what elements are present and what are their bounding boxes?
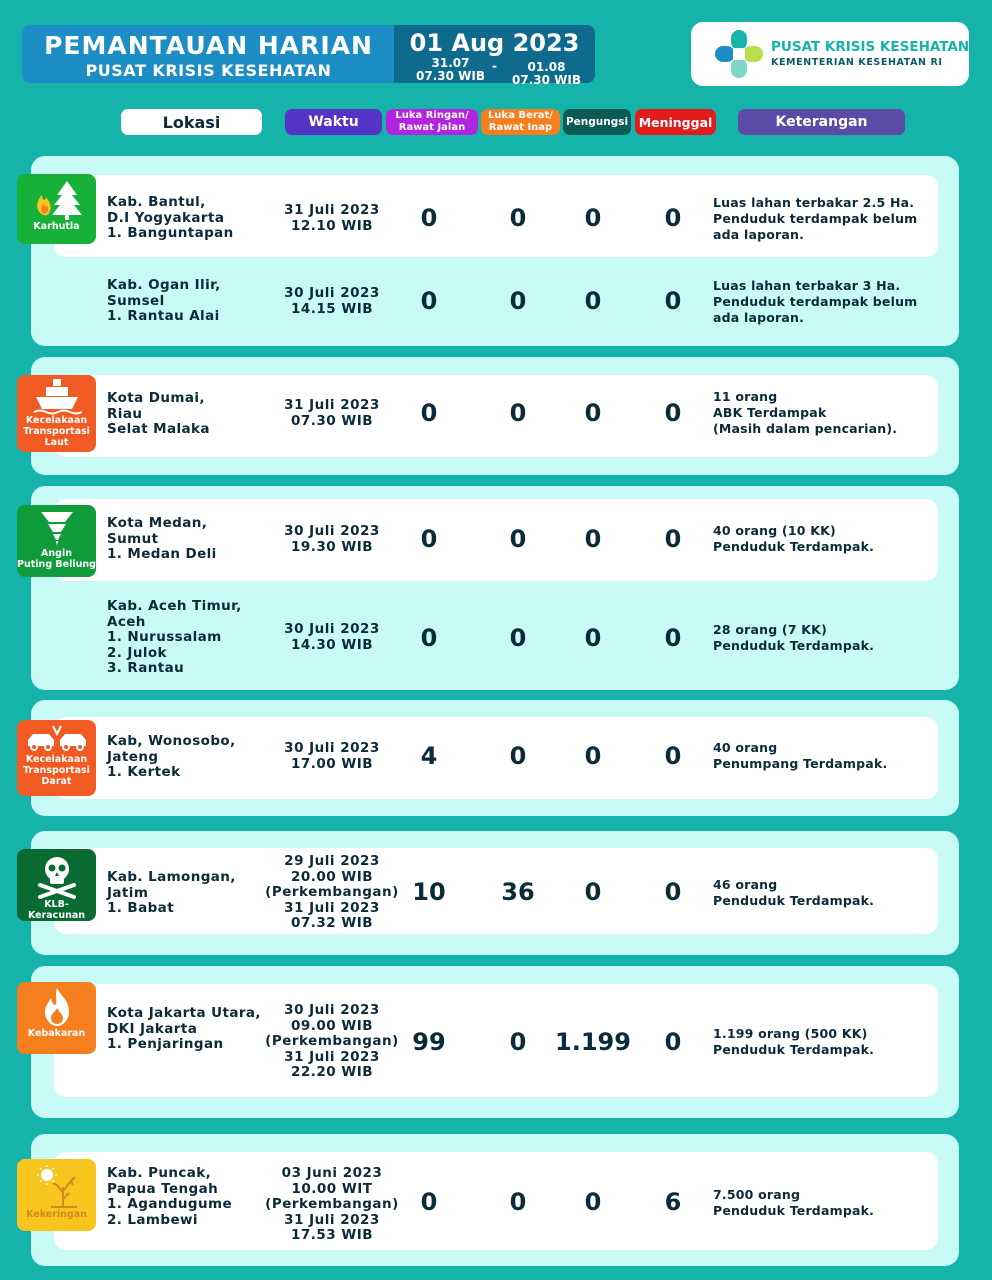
row-2-1-pengungsi: 0 [584,624,602,652]
row-2-0-lokasi: Kota Medan, Sumut 1. Medan Deli [107,515,217,562]
column-header-waktu: Waktu [285,109,382,135]
row-1-0-lokasi: Kota Dumai, Riau Selat Malaka [107,390,210,437]
row-4-0-keterangan: 46 orang Penduduk Terdampak. [713,877,875,908]
row-6-0-waktu: 03 Juni 2023 10.00 WIT (Perkembangan) 31 Juli 2023 17.53 WIB [265,1165,399,1243]
row-5-0-meninggal: 0 [664,1028,682,1056]
badge-keracunan: KLB-Keracunan [17,849,96,921]
row-2-0-luka-ringan: 0 [420,525,438,553]
row-0-1-luka-ringan: 0 [420,287,438,315]
row-0-1-lokasi: Kab. Ogan Ilir, Sumsel 1. Rantau Alai [107,277,221,324]
row-6-0-lokasi: Kab. Puncak, Papua Tengah 1. Agandugume 2. Lambewi [107,1165,233,1228]
badge-puting-beliung: Angin Puting Beliung [17,505,96,577]
drought-icon [33,1163,81,1209]
range-separator: - [492,59,497,73]
row-5-0-lokasi: Kota Jakarta Utara, DKI Jakarta 1. Penjaringan [107,1005,261,1052]
row-2-0-meninggal: 0 [664,525,682,553]
row-3-0-waktu: 30 Juli 2023 17.00 WIB [284,740,380,772]
flame-icon [39,986,75,1028]
row-2-0-luka-berat: 0 [509,525,527,553]
row-5-0-waktu: 30 Juli 2023 09.00 WIB (Perkembangan) 31 Juli 2023 22.20 WIB [265,1002,399,1080]
row-1-0-luka-ringan: 0 [420,399,438,427]
ship-icon [32,377,82,415]
column-header-meninggal: Meninggal [635,109,716,135]
row-3-0-pengungsi: 0 [584,742,602,770]
row-6-0-meninggal: 6 [664,1188,682,1216]
column-header-luka-berat: Luka Berat/ Rawat Inap [481,109,560,135]
row-3-0-meninggal: 0 [664,742,682,770]
row-4-0-lokasi: Kab. Lamongan, Jatim 1. Babat [107,869,236,916]
row-1-0-pengungsi: 0 [584,399,602,427]
row-0-0-meninggal: 0 [664,204,682,232]
row-3-0-luka-berat: 0 [509,742,527,770]
health-cross-logo-icon [713,28,765,80]
page-title: PEMANTAUAN HARIAN [44,31,373,60]
report-range [394,56,595,87]
row-0-0-luka-berat: 0 [509,204,527,232]
row-0-0-keterangan: Luas lahan terbakar 2.5 Ha. Penduduk terdampak belum ada laporan. [713,195,918,242]
column-header-keterangan: Keterangan [738,109,905,135]
car-crash-icon [25,722,89,754]
row-3-0-lokasi: Kab, Wonosobo, Jateng 1. Kertek [107,733,236,780]
badge-karhutla: Karhutla [17,174,96,244]
row-3-0-keterangan: 40 orang Penumpang Terdampak. [713,740,888,771]
badge-transportasi-laut: Kecelakaan Transportasi Laut [17,375,96,452]
row-5-0-luka-ringan: 99 [412,1028,446,1056]
row-2-1-meninggal: 0 [664,624,682,652]
row-4-0-meninggal: 0 [664,878,682,906]
range-start: 31.07 07.30 WIB [416,56,485,83]
row-1-0-waktu: 31 Juli 2023 07.30 WIB [284,397,380,429]
row-1-0-luka-berat: 0 [509,399,527,427]
date-banner [394,25,595,87]
forest-fire-icon [27,179,87,221]
row-4-0-pengungsi: 0 [584,878,602,906]
column-header-pengungsi: Pengungsi [563,109,631,135]
tornado-icon [37,508,77,548]
row-0-0-luka-ringan: 0 [420,204,438,232]
row-2-0-pengungsi: 0 [584,525,602,553]
row-0-0-lokasi: Kab. Bantul, D.I Yogyakarta 1. Banguntapan [107,194,234,241]
badge-kebakaran: Kebakaran [17,982,96,1054]
row-6-0-pengungsi: 0 [584,1188,602,1216]
row-2-1-keterangan: 28 orang (7 KK) Penduduk Terdampak. [713,622,875,653]
row-6-0-keterangan: 7.500 orang Penduduk Terdampak. [713,1187,875,1218]
row-0-0-waktu: 31 Juli 2023 12.10 WIB [284,202,380,234]
row-2-1-luka-ringan: 0 [420,624,438,652]
row-6-0-luka-ringan: 0 [420,1188,438,1216]
row-2-1-waktu: 30 Juli 2023 14.30 WIB [284,621,380,653]
row-0-1-keterangan: Luas lahan terbakar 3 Ha. Penduduk terdampak belum ada laporan. [713,278,918,325]
row-4-0-waktu: 29 Juli 2023 20.00 WIB (Perkembangan) 31 Juli 2023 07.32 WIB [265,853,399,931]
row-4-0-luka-berat: 36 [501,878,535,906]
skull-crossbones-icon [35,853,79,899]
row-0-1-luka-berat: 0 [509,287,527,315]
row-4-0-luka-ringan: 10 [412,878,446,906]
row-2-0-waktu: 30 Juli 2023 19.30 WIB [284,523,380,555]
row-0-1-waktu: 30 Juli 2023 14.15 WIB [284,285,380,317]
row-0-1-pengungsi: 0 [584,287,602,315]
range-end: 01.08 07.30 WIB [512,60,581,87]
badge-kekeringan: Kekeringan [17,1159,96,1231]
row-0-1-meninggal: 0 [664,287,682,315]
row-5-0-pengungsi: 1.199 [555,1028,631,1056]
row-1-0-meninggal: 0 [664,399,682,427]
row-2-1-lokasi: Kab. Aceh Timur, Aceh 1. Nurussalam 2. Julok 3. Rantau [107,598,242,676]
row-2-0-keterangan: 40 orang (10 KK) Penduduk Terdampak. [713,523,875,554]
column-header-luka-ringan: Luka Ringan/ Rawat Jalan [386,109,478,135]
ministry-logo [691,22,969,86]
row-3-0-luka-ringan: 4 [420,742,438,770]
page-subtitle: PUSAT KRISIS KESEHATAN [85,61,332,80]
column-header-lokasi: Lokasi [121,109,262,135]
report-date: 01 Aug 2023 [409,29,580,57]
row-5-0-luka-berat: 0 [509,1028,527,1056]
row-5-0-keterangan: 1.199 orang (500 KK) Penduduk Terdampak. [713,1026,875,1057]
logo-title: PUSAT KRISIS KESEHATAN [771,39,970,55]
row-6-0-luka-berat: 0 [509,1188,527,1216]
row-1-0-keterangan: 11 orang ABK Terdampak (Masih dalam pencarian). [713,389,898,436]
row-0-0-pengungsi: 0 [584,204,602,232]
logo-subtitle: KEMENTERIAN KESEHATAN RI [771,57,943,68]
badge-transportasi-darat: Kecelakaan Transportasi Darat [17,720,96,796]
title-banner [22,25,395,83]
row-2-1-luka-berat: 0 [509,624,527,652]
